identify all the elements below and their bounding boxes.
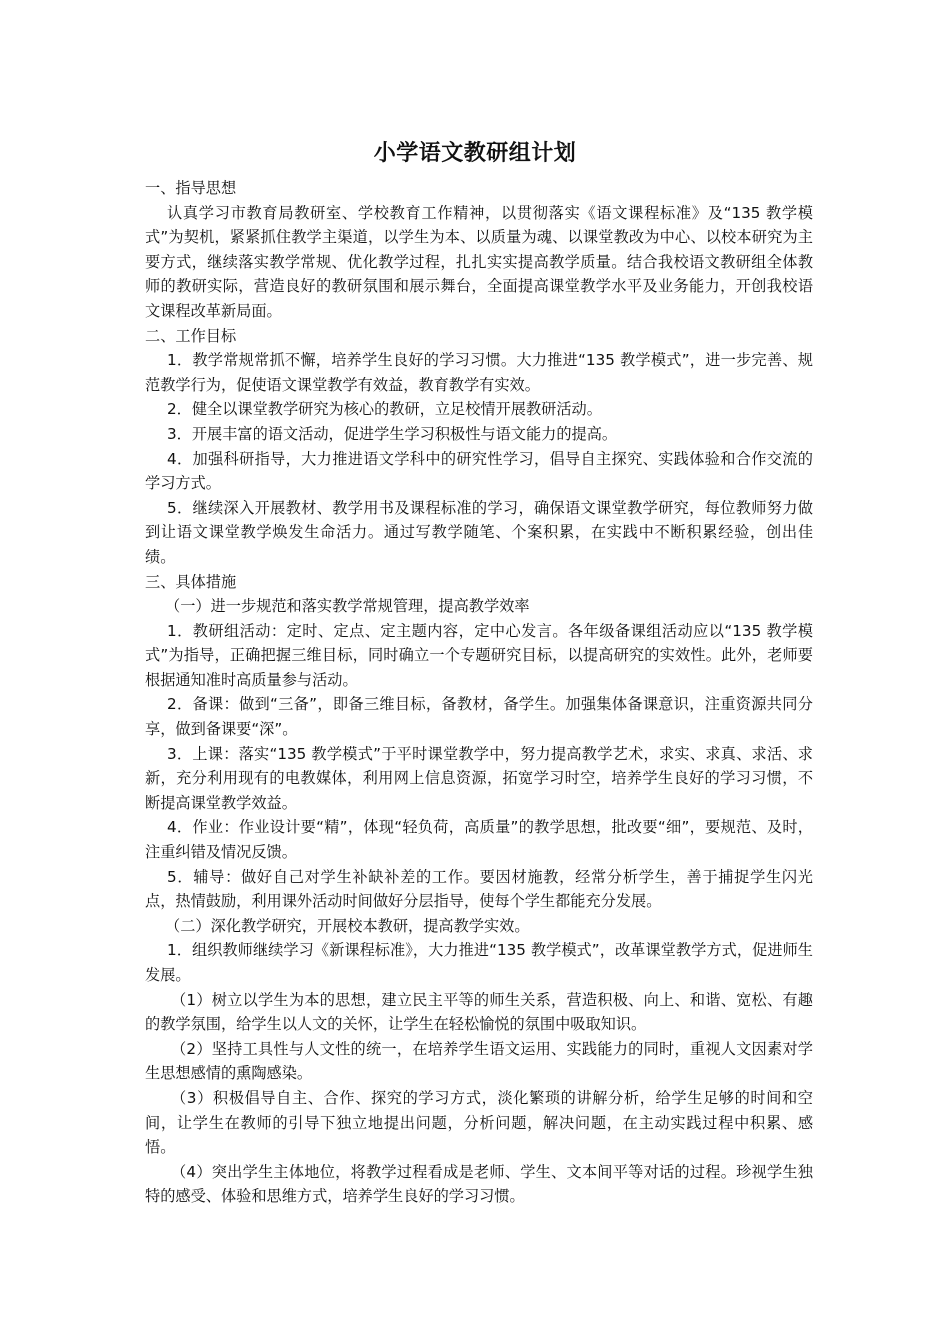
paragraph: 2．备课：做到“三备”，即备三维目标，备教材，备学生。加强集体备课意识，注重资源共同分享，做到备课要“深”。 bbox=[145, 695, 813, 739]
paragraph: 1．组织教师继续学习《新课程标准》，大力推进“135 教学模式”，改革课堂教学方式，促进师生发展。 bbox=[145, 941, 813, 984]
paragraph: 5．辅导：做好自己对学生补缺补差的工作。要因材施教，经常分析学生，善于捕捉学生闪光点，热情鼓励，利用课外活动时间做好分层指导，使每个学生都能充分发展。 bbox=[145, 867, 813, 911]
paragraph: 5．继续深入开展教材、教学用书及课程标准的学习，确保语文课堂教学研究，每位教师努力做到让语文课堂教学焕发生命活力。通过写教学随笔、个案积累，在实践中不断积累经验，创出佳绩。 bbox=[145, 498, 813, 566]
paragraph: 1．教学常规常抓不懈，培养学生良好的学习习惯。大力推进“135 教学模式”，进一步完善、规范教学行为，促使语文课堂教学有效益，教育教学有实效。 bbox=[145, 351, 813, 394]
subsection-heading: （二）深化教学研究，开展校本教研，提高教学实效。 bbox=[165, 916, 530, 935]
section-heading-work-goals: 二、工作目标 bbox=[145, 326, 237, 345]
paragraph: 4．加强科研指导，大力推进语文学科中的研究性学习，倡导自主探究、实践体验和合作交流的学习方式。 bbox=[145, 449, 813, 493]
paragraph: 3．上课：落实“135 教学模式”于平时课堂教学中，努力提高教学艺术，求实、求真、求活、求新，充分利用现有的电教媒体，利用网上信息资源，拓宽学习时空，培养学生良好的学习习惯，不断提高课堂教学效益。 bbox=[145, 744, 813, 812]
section-heading-measures: 三、具体措施 bbox=[145, 572, 237, 591]
section-heading-guiding-thought: 一、指导思想 bbox=[145, 179, 237, 197]
paragraph: 1．教研组活动：定时、定点、定主题内容，定中心发言。各年级备课组活动应以“135 教学模式”为指导，正确把握三维目标，同时确立一个专题研究目标，以提高研究的实效性。此外，老师要根据通知准时高质量参与活动。 bbox=[145, 621, 813, 689]
paragraph: 2．健全以课堂教学研究为核心的教研，立足校情开展教研活动。 bbox=[167, 400, 602, 419]
paragraph: 4．作业：作业设计要“精”，体现“轻负荷，高质量”的教学思想，批改要“细”，要规范、及时，注重纠错及情况反馈。 bbox=[145, 818, 813, 862]
paragraph: （3）积极倡导自主、合作、探究的学习方式，淡化繁琐的讲解分析，给学生足够的时间和空间，让学生在教师的引导下独立地提出问题，分析问题，解决问题，在主动实践过程中积累、感悟。 bbox=[145, 1088, 813, 1157]
paragraph: （2）坚持工具性与人文性的统一，在培养学生语文运用、实践能力的同时，重视人文因素对学生思想感情的熏陶感染。 bbox=[145, 1039, 813, 1083]
paragraph: 3．开展丰富的语文活动，促进学生学习积极性与语文能力的提高。 bbox=[167, 424, 618, 443]
paragraph: （1）树立以学生为本的思想，建立民主平等的师生关系，营造积极、向上、和谐、宽松、有趣的教学氛围，给学生以人文的关怀，让学生在轻松愉悦的氛围中吸取知识。 bbox=[145, 990, 813, 1034]
subsection-heading: （一）进一步规范和落实教学常规管理，提高教学效率 bbox=[165, 597, 530, 616]
paragraph: 认真学习市教育局教研室、学校教育工作精神，以贯彻落实《语文课程标准》及“135 教学模式”为契机，紧紧抓住教学主渠道，以学生为本、以质量为魂、以课堂教改为中心、以校本研究为主要方式，继续落实教学常规、优化教学过程，扎扎实实提高教学质量。结合我校语文教研组全体教师的教研实际，营造良好的教研氛围和展示舞台，全面提高课堂教学水平及业务能力，开创我校语文课程改革新局面。 bbox=[145, 203, 813, 320]
paragraph: （4）突出学生主体地位，将教学过程看成是老师、学生、文本间平等对话的过程。珍视学生独特的感受、体验和思维方式，培养学生良好的学习习惯。 bbox=[145, 1162, 813, 1206]
document-body bbox=[145, 176, 813, 1209]
document-title: 小学语文教研组计划 bbox=[373, 141, 577, 166]
